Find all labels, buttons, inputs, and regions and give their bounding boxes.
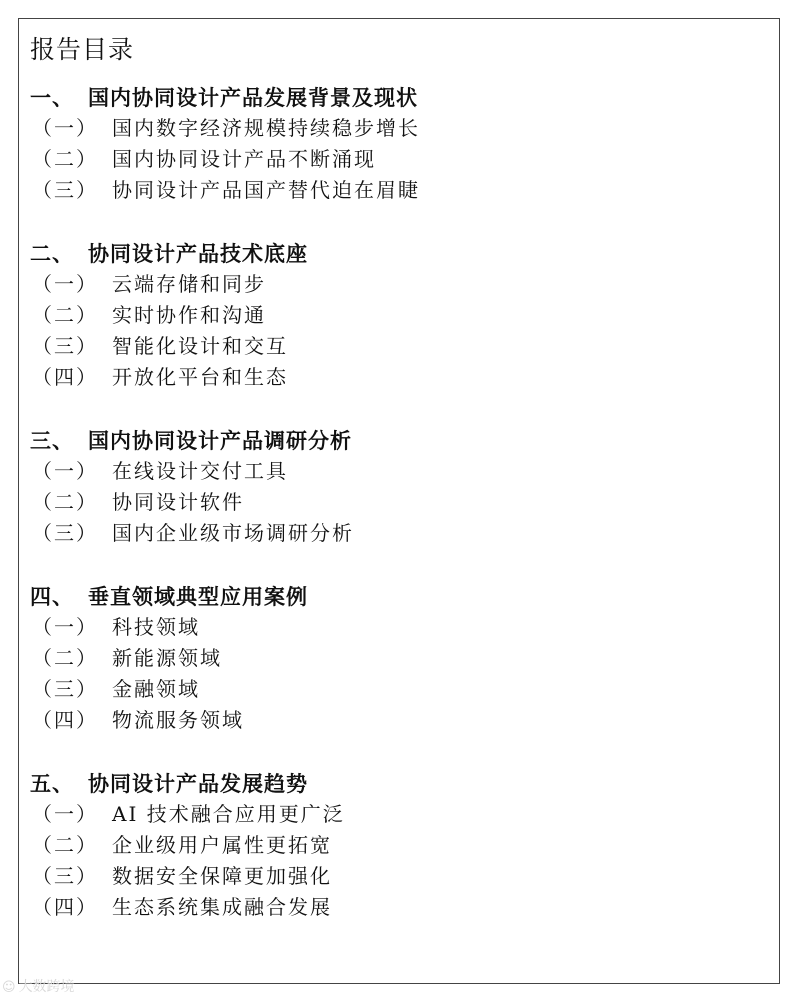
item-text: 数据安全保障更加强化: [112, 864, 332, 888]
item-text: 智能化设计和交互: [112, 334, 288, 358]
item-number: （一）: [32, 802, 98, 826]
section-heading: [30, 425, 760, 456]
toc-item: [30, 830, 760, 861]
item-text: 科技领域: [112, 615, 200, 639]
section-number: 二、: [30, 241, 74, 266]
item-number: （二）: [32, 303, 98, 327]
section-heading: [30, 768, 760, 799]
toc-item: [30, 113, 760, 144]
item-text: 在线设计交付工具: [112, 459, 288, 483]
toc-section: [30, 581, 760, 736]
section-title: 协同设计产品发展趋势: [88, 771, 308, 796]
section-heading: [30, 581, 760, 612]
item-text: 国内协同设计产品不断涌现: [112, 147, 376, 171]
item-number: （二）: [32, 490, 98, 514]
section-title: 协同设计产品技术底座: [88, 241, 308, 266]
item-number: （二）: [32, 147, 98, 171]
toc-item: [30, 861, 760, 892]
item-number: （三）: [32, 864, 98, 888]
item-text: 协同设计软件: [112, 490, 244, 514]
section-title: 国内协同设计产品调研分析: [88, 428, 352, 453]
item-text: 物流服务领域: [112, 708, 244, 732]
toc-section: [30, 238, 760, 393]
toc-item: [30, 175, 760, 206]
item-number: （二）: [32, 833, 98, 857]
item-number: （一）: [32, 615, 98, 639]
watermark: [2, 976, 75, 996]
toc-section: [30, 82, 760, 206]
item-number: （三）: [32, 178, 98, 202]
toc-item: [30, 612, 760, 643]
item-number: （二）: [32, 646, 98, 670]
toc-item: [30, 674, 760, 705]
section-heading: [30, 238, 760, 269]
item-number: （一）: [32, 116, 98, 140]
item-text: 开放化平台和生态: [112, 365, 288, 389]
item-number: （三）: [32, 677, 98, 701]
weibo-icon: ☺: [2, 980, 16, 995]
table-of-contents: [30, 82, 760, 955]
page-title: 报告目录: [30, 35, 135, 64]
toc-section: [30, 768, 760, 923]
section-heading: [30, 82, 760, 113]
section-number: 四、: [30, 584, 74, 609]
toc-item: [30, 144, 760, 175]
toc-item: [30, 892, 760, 923]
item-text: 金融领域: [112, 677, 200, 701]
item-text: 生态系统集成融合发展: [112, 895, 332, 919]
toc-item: [30, 331, 760, 362]
item-text: 实时协作和沟通: [112, 303, 266, 327]
toc-item: [30, 518, 760, 549]
toc-item: [30, 269, 760, 300]
toc-item: [30, 362, 760, 393]
item-text: 云端存储和同步: [112, 272, 266, 296]
item-text: 国内数字经济规模持续稳步增长: [112, 116, 420, 140]
item-text: 新能源领域: [112, 646, 222, 670]
section-number: 五、: [30, 771, 74, 796]
item-number: （三）: [32, 334, 98, 358]
section-number: 三、: [30, 428, 74, 453]
item-number: （四）: [32, 708, 98, 732]
item-number: （一）: [32, 272, 98, 296]
section-title: 国内协同设计产品发展背景及现状: [88, 85, 418, 110]
section-title: 垂直领域典型应用案例: [88, 584, 308, 609]
item-text: AI 技术融合应用更广泛: [112, 802, 345, 826]
item-number: （三）: [32, 521, 98, 545]
item-text: 协同设计产品国产替代迫在眉睫: [112, 178, 420, 202]
item-number: （四）: [32, 895, 98, 919]
toc-item: [30, 456, 760, 487]
toc-item: [30, 643, 760, 674]
toc-item: [30, 705, 760, 736]
toc-item: [30, 799, 760, 830]
item-text: 国内企业级市场调研分析: [112, 521, 354, 545]
item-number: （四）: [32, 365, 98, 389]
item-text: 企业级用户属性更拓宽: [112, 833, 332, 857]
toc-item: [30, 487, 760, 518]
watermark-text: 大数跨境: [18, 979, 75, 995]
toc-item: [30, 300, 760, 331]
item-number: （一）: [32, 459, 98, 483]
section-number: 一、: [30, 85, 74, 110]
toc-section: [30, 425, 760, 549]
